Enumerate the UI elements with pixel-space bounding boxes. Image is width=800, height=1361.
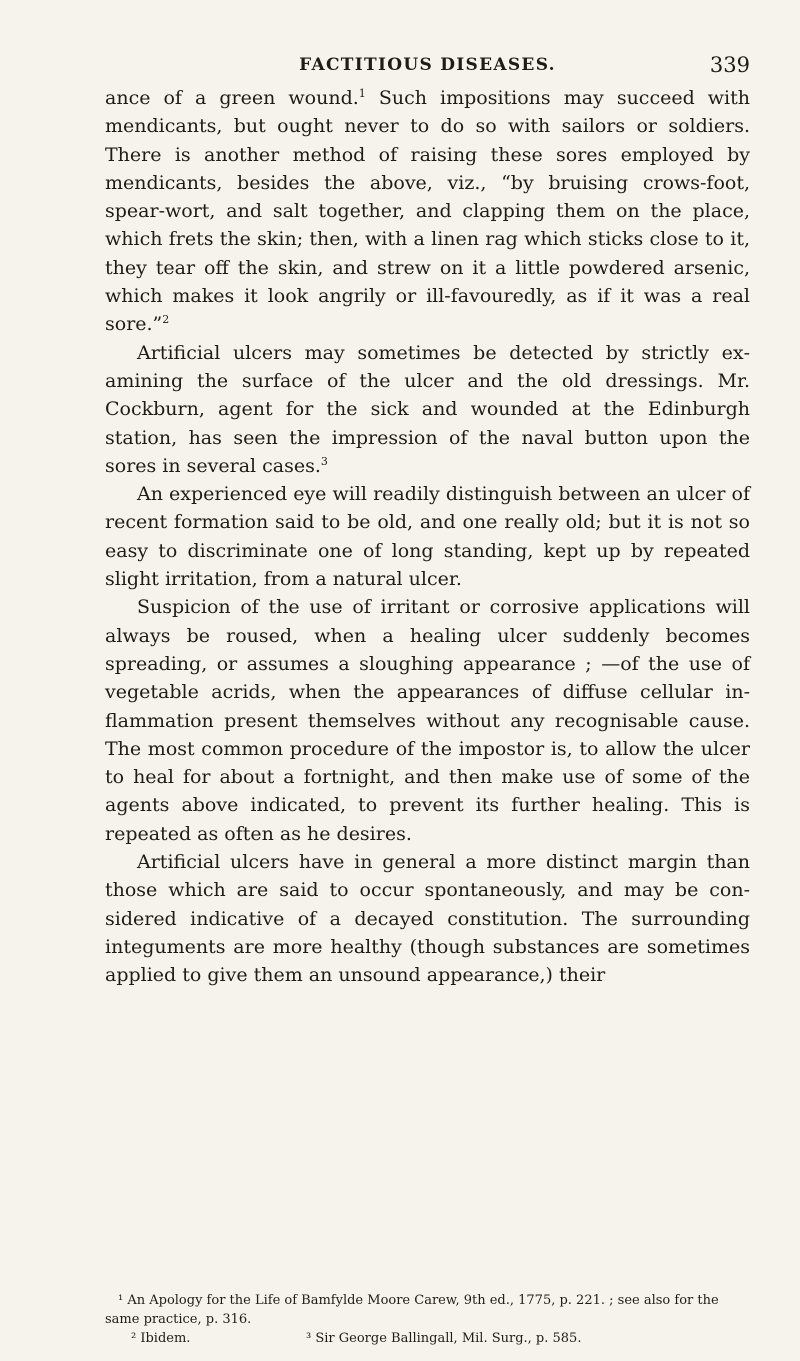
footnotes [105,1291,750,1348]
footnote-marker: 3 [320,454,328,468]
paragraph [105,339,750,480]
footnote-2: ² Ibidem. [131,1331,191,1346]
body-text [105,84,750,990]
footnote-marker: 1 [358,87,366,100]
paragraph [105,84,750,339]
footnote-3: ³ Sir George Ballingall, Mil. Surg., p. 585. [306,1331,582,1346]
footnote-marker: 2 [162,313,170,327]
paragraph [105,848,750,989]
page-number: 339 [709,53,750,77]
running-head [105,50,750,80]
paragraph [105,593,750,848]
text-run: Artificial ulcers may sometimes be detected by strictly examining the surface of the ulcer and the old dressings. Mr. Cockburn, agent for the sick and wounded at the Edinburgh station, has seen the impression of the naval button upon the sores in several cases. [105,341,750,477]
text-run: ance of a green wound. [105,87,359,109]
running-head-title: FACTITIOUS DISEASES. [299,55,556,75]
footnote-row [105,1329,750,1348]
text-run: An experienced eye will readily distinguish between an ulcer of recent formation said to be old, and one really old; but it is not so easy to discriminate one of long standing, kept up by repeated slight irritation, from a natural ulcer. [105,483,750,591]
paragraph [105,480,750,593]
text-run: Such impositions may succeed with mendicants, but ought never to do so with sailors or soldiers. There is another method of raising these sores employed by mendicants, besides the above, viz., “by bruising crows-foot, spear-wort, and salt together, and clapping them on the place, which frets the skin; then, with a linen rag which sticks close to it, they tear off the skin, and strew on it a little powdered arsenic, which makes it look angrily or ill-favouredly, as if it was a real sore.” [105,87,750,336]
text-run: Artificial ulcers have in general a more distinct margin than those which are said to occur spontaneously, and may be considered indicative of a decayed constitution. The surrounding integuments are more healthy (though substances are sometimes applied to give them an unsound appearance,) their [105,851,750,987]
text-run: Suspicion of the use of irritant or corrosive applications will always be roused, when a healing ulcer suddenly becomes spreading, or assumes a sloughing appearance ; —of the use of vegetable acrids, when the appearances of diffuse cellular inflammation present themselves without any recognisable cause. The most common procedure of the impostor is, to allow the ulcer to heal for about a fortnight, and then make use of some of the agents above indicated, to prevent its further healing. This is repeated as often as he desires. [105,596,750,845]
footnote-1: ¹ An Apology for the Life of Bamfylde Moore Carew, 9th ed., 1775, p. 221. ; see also for the same practice, p. 316. [105,1293,719,1327]
